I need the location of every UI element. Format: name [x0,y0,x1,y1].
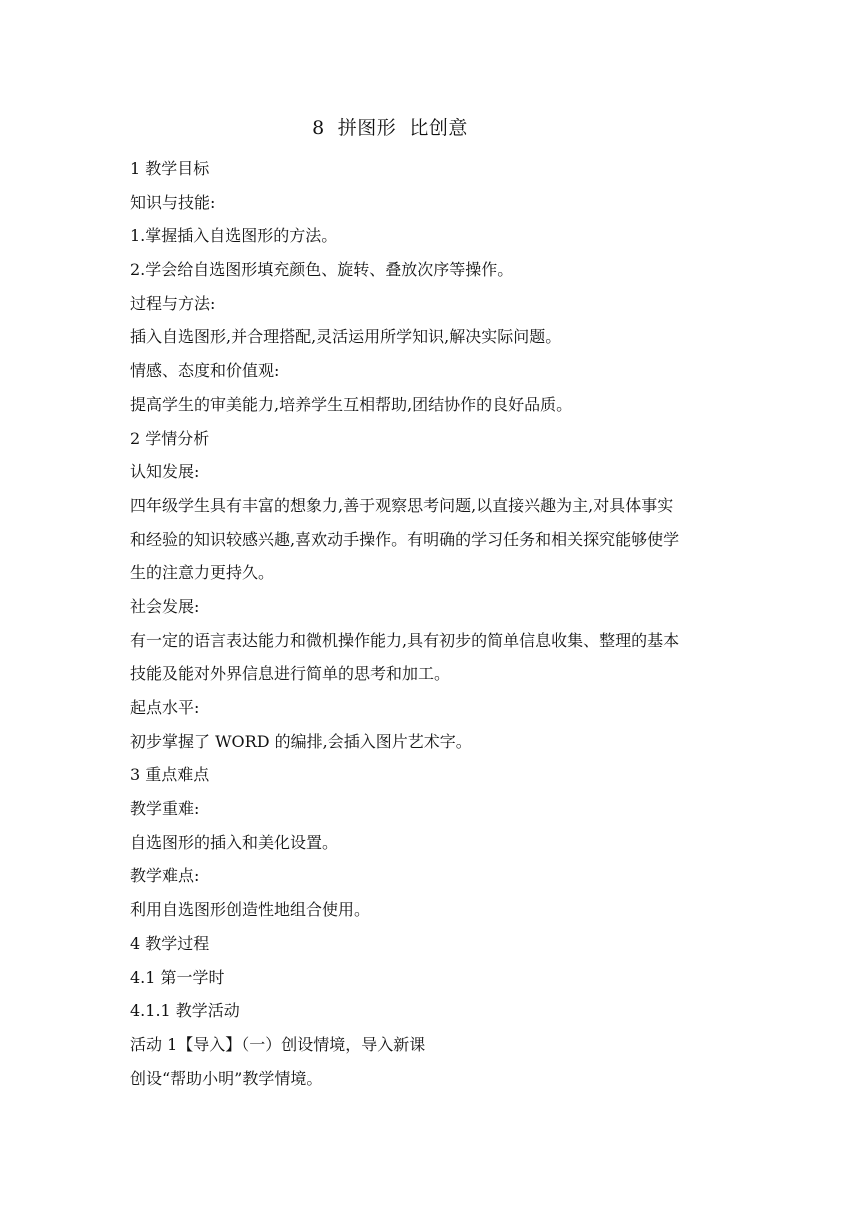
subheading-emotion-values: 情感、态度和价值观: [130,361,280,381]
document-body [130,152,730,1095]
subheading-social: 社会发展: [130,596,200,616]
paragraph-line: 技能及能对外界信息进行简单的思考和加工。 [130,664,451,684]
paragraph-line: 初步掌握了 WORD 的编排,会插入图片艺术字。 [130,731,472,751]
paragraph-line: 和经验的知识较感兴趣,喜欢动手操作。有明确的学习任务和相关探究能够使学 [130,529,680,549]
subheading-process-method: 过程与方法: [130,293,216,313]
paragraph-line: 1.掌握插入自选图形的方法。 [130,226,338,246]
activity-heading: 活动 1【导入】（一）创设情境，导入新课 [130,1034,426,1054]
paragraph-line: 利用自选图形创造性地组合使用。 [130,900,371,920]
paragraph-line: 自选图形的插入和美化设置。 [130,832,339,852]
paragraph-line: 创设“帮助小明”教学情境。 [130,1068,323,1088]
subheading-knowledge-skills: 知识与技能: [130,192,216,212]
section-heading-objectives: 1 教学目标 [130,159,210,178]
subheading-difficulty: 教学难点: [130,866,200,886]
subsection-heading: 4.1.1 教学活动 [130,1001,240,1021]
subheading-starting-level: 起点水平: [130,698,200,717]
document-title: 8 拼图形 比创意 [312,117,468,139]
paragraph-line: 插入自选图形,并合理搭配,灵活运用所学知识,解决实际问题。 [130,327,562,347]
paragraph-line: 生的注意力更持久。 [130,563,275,583]
subheading-key: 教学重难: [130,799,200,819]
paragraph-line: 四年级学生具有丰富的想象力,善于观察思考问题,以直接兴趣为主,对具体事实 [130,495,674,515]
subheading-cognitive: 认知发展: [130,462,200,482]
paragraph-line: 有一定的语言表达能力和微机操作能力,具有初步的简单信息收集、整理的基本 [130,630,680,650]
section-heading-analysis: 2 学情分析 [130,428,210,448]
section-heading-process: 4 教学过程 [130,933,210,953]
subsection-heading: 4.1 第一学时 [130,967,225,987]
section-heading-key-points: 3 重点难点 [130,765,210,785]
paragraph-line: 2.学会给自选图形填充颜色、旋转、叠放次序等操作。 [130,260,514,280]
paragraph-line: 提高学生的审美能力,培养学生互相帮助,团结协作的良好品质。 [130,394,573,414]
